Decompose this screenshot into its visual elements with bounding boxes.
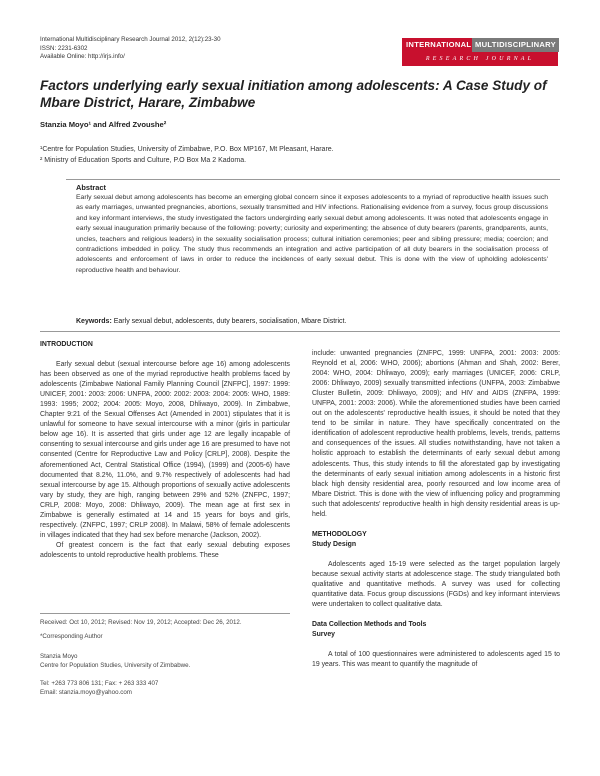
journal-logo — [402, 38, 558, 66]
affiliations — [40, 144, 334, 166]
divider — [40, 331, 560, 332]
author-name: Stanzia Moyo — [40, 653, 78, 660]
affiliation-2: ² Ministry of Education Sports and Culture, P.O Box Ma 2 Kadoma. — [40, 157, 247, 164]
online-url: Available Online: http://irjs.info/ — [40, 53, 125, 61]
received-dates: Received: Oct 10, 2012; Revised: Nov 19, 2012; Accepted: Dec 26, 2012. — [40, 619, 242, 626]
left-column — [40, 340, 290, 561]
authors: Stanzia Moyo¹ and Alfred Zvoushe² — [40, 120, 167, 129]
article-title: Factors underlying early sexual initiation among adolescents: A Case Study of Mbare District, Harare, Zimbabwe — [40, 78, 547, 110]
footnote-divider — [40, 613, 290, 614]
right-column — [312, 349, 560, 670]
footnote — [40, 618, 300, 697]
data-collection-heading: Data Collection Methods and Tools — [312, 621, 427, 629]
keywords — [76, 318, 560, 325]
intro-paragraph-2: Of greatest concern is the fact that early sexual debuting exposes adolescents to untold reproductive health problems. These — [40, 541, 290, 559]
keywords-label: Keywords: — [76, 318, 112, 325]
corresponding-label: *Corresponding Author — [40, 633, 103, 640]
survey-heading: Survey — [312, 631, 335, 639]
keywords-text: Early sexual debut, adolescents, duty bearers, socialisation, Mbare District. — [113, 318, 347, 325]
right-paragraph-1: include: unwanted pregnancies (ZNFPC, 1999: UNFPA, 2001: 2003: 2005: Reynold et al, 2006: WHO, 2006); abortions (Ahman and Shah, 2002: Berer, 2004: WHO, 2004: Dhliwayo, 2009); early marriages (UNICEF, 2006: CRLP, 2006: Dhliwayo, 2009) sexually transmitted infections (UNFPA, 2003: Zimbabwe Cluster Bulletin, 2009: Dhliwayo, 2009); and HIV and AIDS (ZNFPA, 1999: UNFPA, 2001: 2003: 2006). While the aforementioned studies have been carried out on the adolescents' reproductive health issues, it should be noted that they tend to be similar in nature. They have specifically concentrated on the identification of adolescent reproductive health problems, levels, trends, patterns and consequences of the issues. All studies notwithstanding, have not taken a holistic approach to establish the determinants of early sexual debut among adolescents. Thus, this study intends to fill the aforestated gap by investigating the determinants of early sexual initiation among adolescents in a historic first black high density residential area, poorly resourced and low income area of Mbare District. This is done with the view of influencing policy and programming such that adolescents' reproductive health in high density residential areas is up-held. — [312, 350, 560, 518]
logo-word-research-journal: RESEARCH JOURNAL — [402, 52, 558, 66]
journal-metadata — [40, 36, 221, 62]
journal-citation: International Multidisciplinary Research Journal 2012, 2(12):23-30 — [40, 36, 221, 43]
methodology-paragraph: Adolescents aged 15-19 were selected as the target population largely because sexual activity starts at adolescence stage. The study triangulated both qualitative and quantitative methods. A survey was used for collecting quantitative data. Focus group discussions (FGDs) and key informant interviews were undertaken to collect qualitative data. — [312, 560, 560, 609]
author-institution: Centre for Population Studies, University of Zimbabwe. — [40, 662, 191, 669]
methodology-heading: METHODOLOGY — [312, 530, 367, 538]
abstract-text: Early sexual debut among adolescents has become an emerging global concern since it exposes adolescents to a myriad of reproductive health issues such as early marriages, unwanted pregnancies, abortions, sexually transmitted and HIV infections. Rationalising evidence from a survey, focus group discussions and key informant interviews, the study investigated the factors undergirding early sexual debut among adolescents. It was noted that adolescents engage in early sexual inauguration primarily because of the following: poverty; curiosity and experimenting; the absence of duty bearers (parents, grandparents, aunts, uncles, teachers and religious leaders) in the sexuality socialisation process; cultural initiation ceremonies; peer and sibling pressure; media; coercion; and contradictions imbedded in policy. The study thus recommends an integration and active participation of all duty bearers in the socialisation process of adolescents and enforcement of laws in order to reduce the incidences of early sexual debut. This is done with the view of upholding adolescents' reproductive health and behaviour. — [76, 194, 548, 274]
abstract-heading: Abstract — [76, 183, 106, 192]
survey-paragraph: A total of 100 questionnaires were administered to adolescents aged 15 to 19 years. This was meant to quantify the magnitude of — [312, 651, 560, 669]
study-design-heading: Study Design — [312, 540, 357, 548]
author-phone: Tel: +263 773 806 131; Fax: + 263 333 407 — [40, 680, 159, 687]
logo-word-international: INTERNATIONAL — [402, 38, 472, 52]
issn: ISSN: 2231-6302 — [40, 44, 88, 52]
abstract — [66, 179, 560, 276]
affiliation-1: ¹Centre for Population Studies, University of Zimbabwe, P.O. Box MP167, Mt Pleasant, Harare. — [40, 146, 334, 153]
logo-word-multidisciplinary: MULTIDISCIPLINARY — [472, 38, 559, 52]
intro-paragraph-1: Early sexual debut (sexual intercourse before age 16) among adolescents has been observed as one of the myriad reproductive health problems faced by adolescents (Zimbabwe National Family Planning Council [ZNFPC], 1997: 1999: UNICEF, 2001: 2003: 2006: UNFPA, 2000: 2002: 2003: 2004: 2005: WHO, 1989: 1993: 1995; 2002; 2004: 2005: Moyo, 2008, Dhliwayo, 2009). In Zimbabwe, Chapter 9:21 of the Sexual Offenses Act (Amended in 2001) stipulates that it is unlawful for someone to have sexual intercourse with a minor (girls in particular below age 16). It is asserted that girls under age 12 are legally incapable of consenting to sexual intercourse and girls under age 16 are presumed to have not consented (Centre for Reproductive Law and Policy [CRLP], 2008). Despite the aforementioned Act, Central Statistical Office (1994), (1999) and (2005-6) have documented that 8.2%, 11.0%, and 9.7% respectively of adolescents had had sexual intercourse by age 15. Although proportions of sexually active adolescents vary by study, they are high, ranging between 29% and 52% (ZNFPC, 1997; CRLP, 2008: Moyo, 2008: Dhliwayo, 2009). The mean age at first sex in Zimbabwe is generally estimated at 14 and 15 years for boys and girls, respectively. (ZNFPC, 1997; CRLP 2008). In Malawi, 58% of female adolescents in villages indicated that they had sex before menarche (Jackson, 2002). — [40, 361, 290, 539]
intro-heading: INTRODUCTION — [40, 341, 93, 348]
author-email: Email: stanzia.moyo@yahoo.com — [40, 689, 132, 696]
